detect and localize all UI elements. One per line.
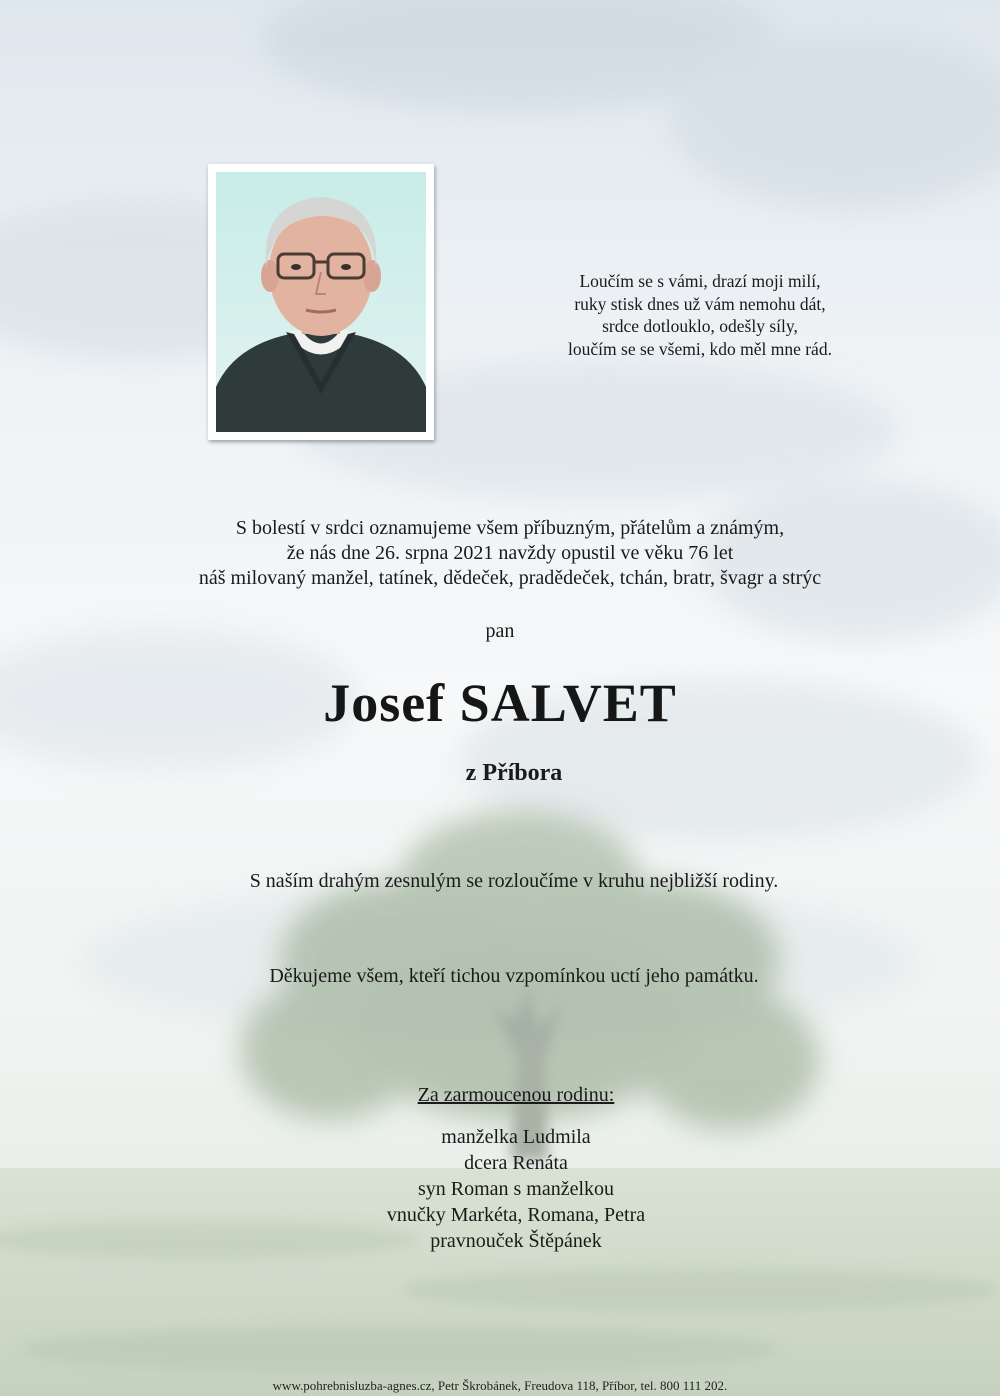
family-member: pravnouček Štěpánek bbox=[430, 1230, 602, 1252]
deceased-origin: z Příbora bbox=[465, 760, 563, 786]
salutation: pan bbox=[485, 620, 515, 642]
family-member: syn Roman s manželkou bbox=[417, 1178, 615, 1200]
family-member: dcera Renáta bbox=[464, 1152, 568, 1174]
death-announcement bbox=[100, 516, 920, 591]
family-member: manželka Ludmila bbox=[441, 1126, 591, 1148]
poem-line: ruky stisk dnes už vám nemohu dát, bbox=[574, 293, 826, 314]
poem-line: srdce dotlouklo, odešly síly, bbox=[602, 316, 798, 336]
deceased-name: Josef SALVET bbox=[323, 673, 677, 733]
poem-line: loučím se se všemi, kdo měl mne rád. bbox=[568, 338, 832, 359]
announcement-line: náš milovaný manžel, tatínek, dědeček, pradědeček, tchán, bratr, švagr a strýc bbox=[198, 567, 822, 589]
announcement-line: S bolestí v srdci oznamujeme všem příbuzným, přátelům a známým, bbox=[235, 517, 785, 539]
family-list bbox=[0, 1124, 1000, 1254]
farewell-poem bbox=[530, 270, 870, 360]
thanks-notice: Děkujeme všem, kteří tichou vzpomínkou uctí jeho památku. bbox=[269, 965, 759, 987]
family-heading: Za zarmoucenou rodinu: bbox=[417, 1084, 615, 1106]
portrait-photo bbox=[216, 172, 426, 432]
funeral-service-footer: www.pohrebnisluzba-agnes.cz, Petr Škrobánek, Freudova 118, Příbor, tel. 800 111 202. bbox=[272, 1378, 728, 1393]
announcement-line: že nás dne 26. srpna 2021 navždy opustil ve věku 76 let bbox=[286, 542, 734, 564]
farewell-notice: S naším drahým zesnulým se rozloučíme v kruhu nejbližší rodiny. bbox=[249, 870, 779, 892]
portrait-photo-frame bbox=[208, 164, 434, 440]
family-member: vnučky Markéta, Romana, Petra bbox=[386, 1204, 646, 1226]
poem-line: Loučím se s vámi, drazí moji milí, bbox=[579, 271, 821, 291]
